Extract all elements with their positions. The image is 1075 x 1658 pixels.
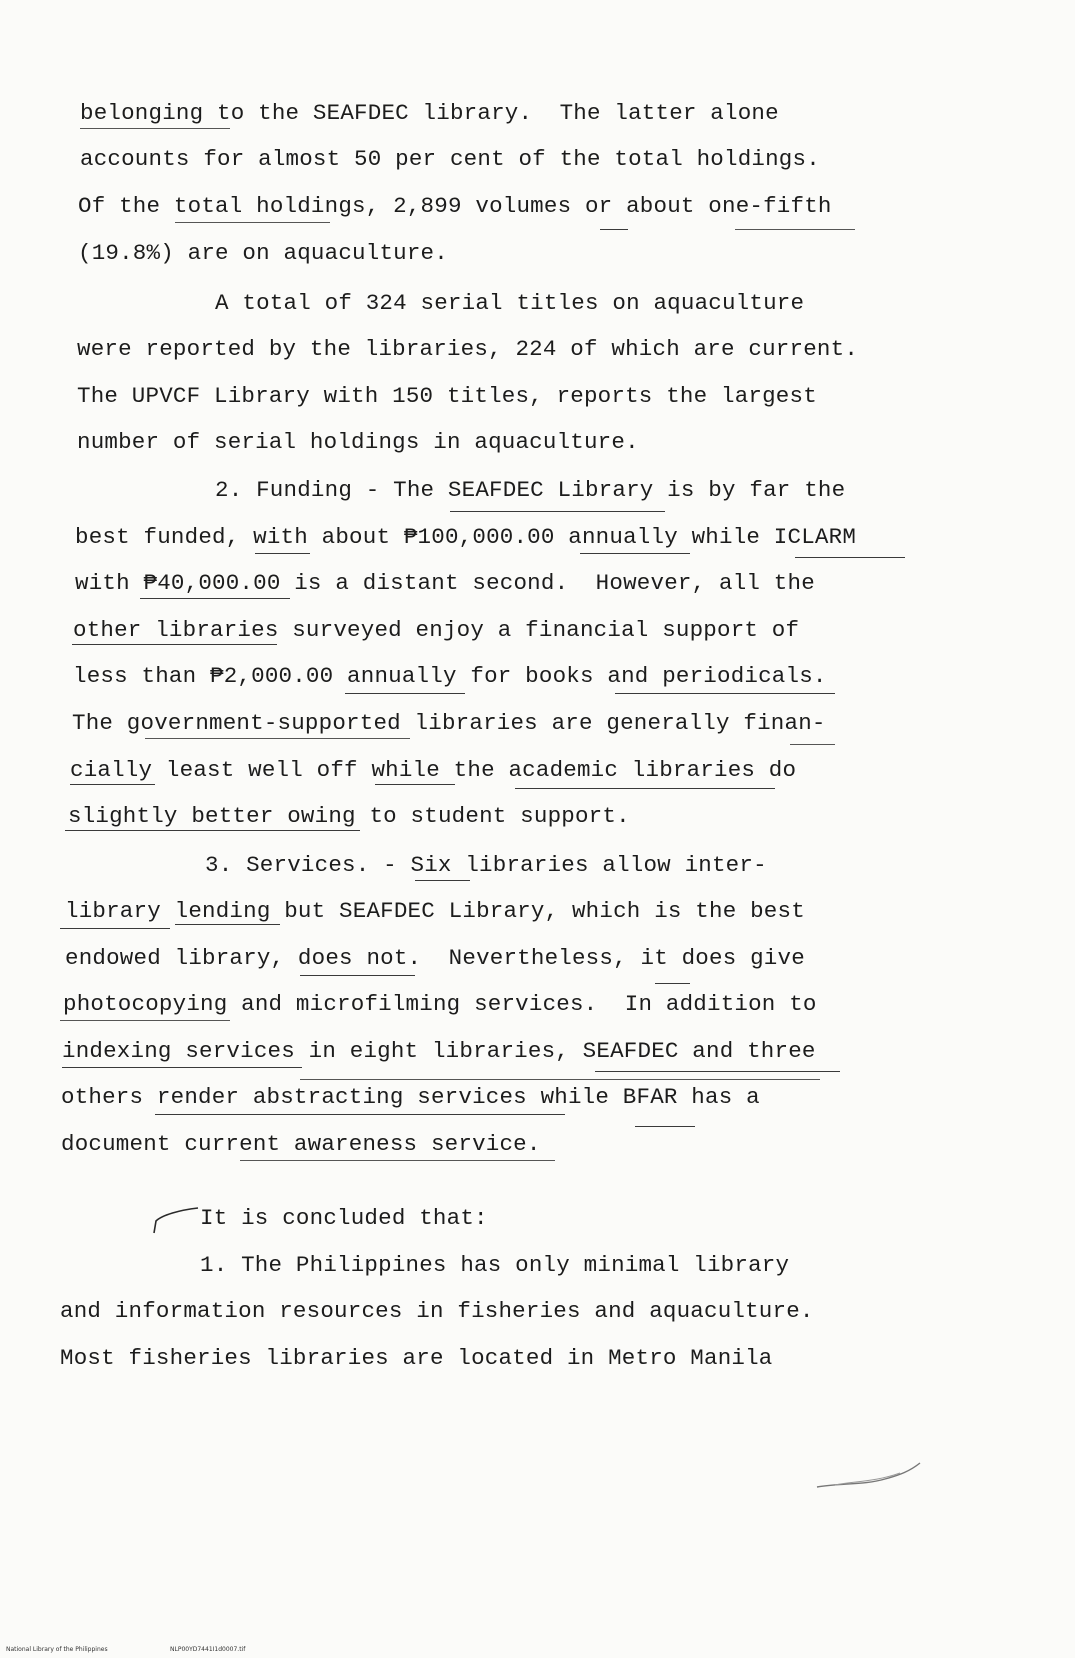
text-line: library lending but SEAFDEC Library, which is the best — [65, 898, 805, 924]
underline-mark — [65, 830, 360, 831]
text-line: slightly better owing to student support. — [68, 803, 630, 829]
text-line: 2. Funding - The SEAFDEC Library is by far the — [215, 477, 846, 503]
text-line: Of the total holdings, 2,899 volumes or about one-fifth — [78, 193, 832, 219]
underline-mark — [600, 229, 628, 230]
footer-left: National Library of the Philippines — [6, 1646, 108, 1653]
underline-mark — [615, 693, 835, 694]
underline-mark — [80, 128, 230, 129]
underline-mark — [655, 983, 690, 984]
underline-mark — [345, 693, 465, 694]
text-line: best funded, with about ₱100,000.00 annually while ICLARM — [75, 524, 857, 550]
underline-mark — [240, 1160, 555, 1161]
text-line: were reported by the libraries, 224 of which are current. — [77, 336, 859, 362]
underline-mark — [635, 1126, 695, 1127]
text-line: indexing services in eight libraries, SEAFDEC and three — [62, 1038, 816, 1064]
text-line: and information resources in fisheries and aquaculture. — [60, 1298, 814, 1324]
text-line: (19.8%) are on aquaculture. — [78, 240, 448, 266]
text-line: number of serial holdings in aquaculture. — [77, 429, 639, 455]
underline-mark — [155, 1114, 565, 1115]
underline-mark — [70, 784, 155, 785]
text-line: belonging to the SEAFDEC library. The latter alone — [80, 100, 779, 126]
text-line: document current awareness service. — [61, 1131, 541, 1157]
underline-mark — [175, 222, 330, 223]
text-line: accounts for almost 50 per cent of the total holdings. — [80, 146, 820, 172]
text-line: A total of 324 serial titles on aquaculture — [215, 290, 805, 316]
bracket-mark — [150, 1205, 200, 1235]
underline-mark — [300, 975, 415, 976]
text-line: others render abstracting services while BFAR has a — [61, 1084, 760, 1110]
underline-mark — [735, 229, 855, 230]
underline-mark — [62, 1067, 302, 1068]
underline-mark — [375, 784, 455, 785]
text-line: It is concluded that: — [200, 1205, 488, 1231]
text-line: The government-supported libraries are generally finan- — [72, 710, 826, 736]
text-line: 3. Services. - Six libraries allow inter- — [205, 852, 767, 878]
footer-right: NLP00YD7441I1d0007.tif — [170, 1646, 246, 1653]
underline-mark — [60, 1020, 230, 1021]
underline-mark — [580, 553, 690, 554]
text-line: endowed library, does not. Nevertheless, it does give — [65, 945, 805, 971]
underline-mark — [60, 928, 170, 929]
text-line: other libraries surveyed enjoy a financial support of — [73, 617, 800, 643]
underline-mark — [515, 788, 775, 789]
underline-mark — [595, 1071, 840, 1072]
text-line: less than ₱2,000.00 annually for books and periodicals. — [73, 663, 827, 689]
text-line: cially least well off while the academic libraries do — [70, 757, 797, 783]
underline-mark — [175, 924, 280, 925]
underline-mark — [300, 1079, 820, 1080]
text-line: photocopying and microfilming services. In addition to — [63, 991, 817, 1017]
underline-mark — [140, 598, 290, 599]
scribble-mark — [815, 1455, 925, 1495]
text-line: Most fisheries libraries are located in Metro Manila — [60, 1345, 773, 1371]
underline-mark — [790, 744, 835, 745]
text-line: with ₱40,000.00 is a distant second. However, all the — [75, 570, 815, 596]
underline-mark — [450, 511, 665, 512]
text-line: The UPVCF Library with 150 titles, reports the largest — [77, 383, 817, 409]
underline-mark — [255, 553, 310, 554]
underline-mark — [72, 644, 277, 645]
underline-mark — [795, 557, 905, 558]
text-line: 1. The Philippines has only minimal library — [200, 1252, 790, 1278]
underline-mark — [145, 738, 410, 739]
underline-mark — [415, 880, 470, 881]
